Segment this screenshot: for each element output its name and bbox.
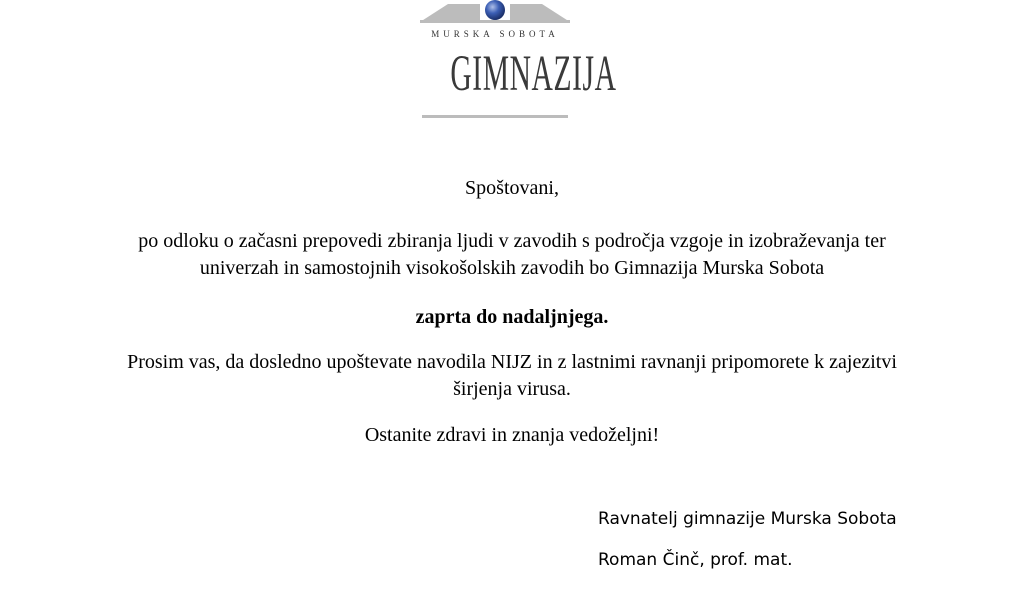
signature-name: Roman Činč, prof. mat.: [598, 550, 793, 570]
greeting: Spoštovani,: [465, 177, 559, 199]
logo-roof-right: [510, 4, 570, 22]
logo-roof-base: [420, 20, 570, 23]
school-logo: [418, 0, 617, 122]
closed-notice: zaprta do nadaljnjega.: [415, 306, 609, 328]
paragraph-2-line-1: Prosim vas, da dosledno upoštevate navodila NIJZ in z lastnimi ravnanji pripomorete k zajezitvi: [127, 351, 897, 373]
logo-underline: [422, 115, 568, 118]
signature-title: Ravnatelj gimnazije Murska Sobota: [598, 509, 897, 529]
logo-sphere: [485, 0, 505, 20]
farewell: Ostanite zdravi in znanja vedoželjni!: [364, 424, 660, 446]
logo-subtitle: MURSKA SOBOTA: [431, 29, 559, 39]
logo-wordmark: GIMNAZIJA: [450, 46, 617, 102]
paragraph-1-line-1: po odloku o začasni prepovedi zbiranja ljudi v zavodih s področja vzgoje in izobraževanja ter: [138, 230, 886, 252]
paragraph-1-line-2: univerzah in samostojnih visokošolskih zavodih bo Gimnazija Murska Sobota: [199, 257, 825, 279]
paragraph-2-line-2: širjenja virusa.: [453, 378, 571, 400]
logo-roof-left: [420, 4, 480, 22]
